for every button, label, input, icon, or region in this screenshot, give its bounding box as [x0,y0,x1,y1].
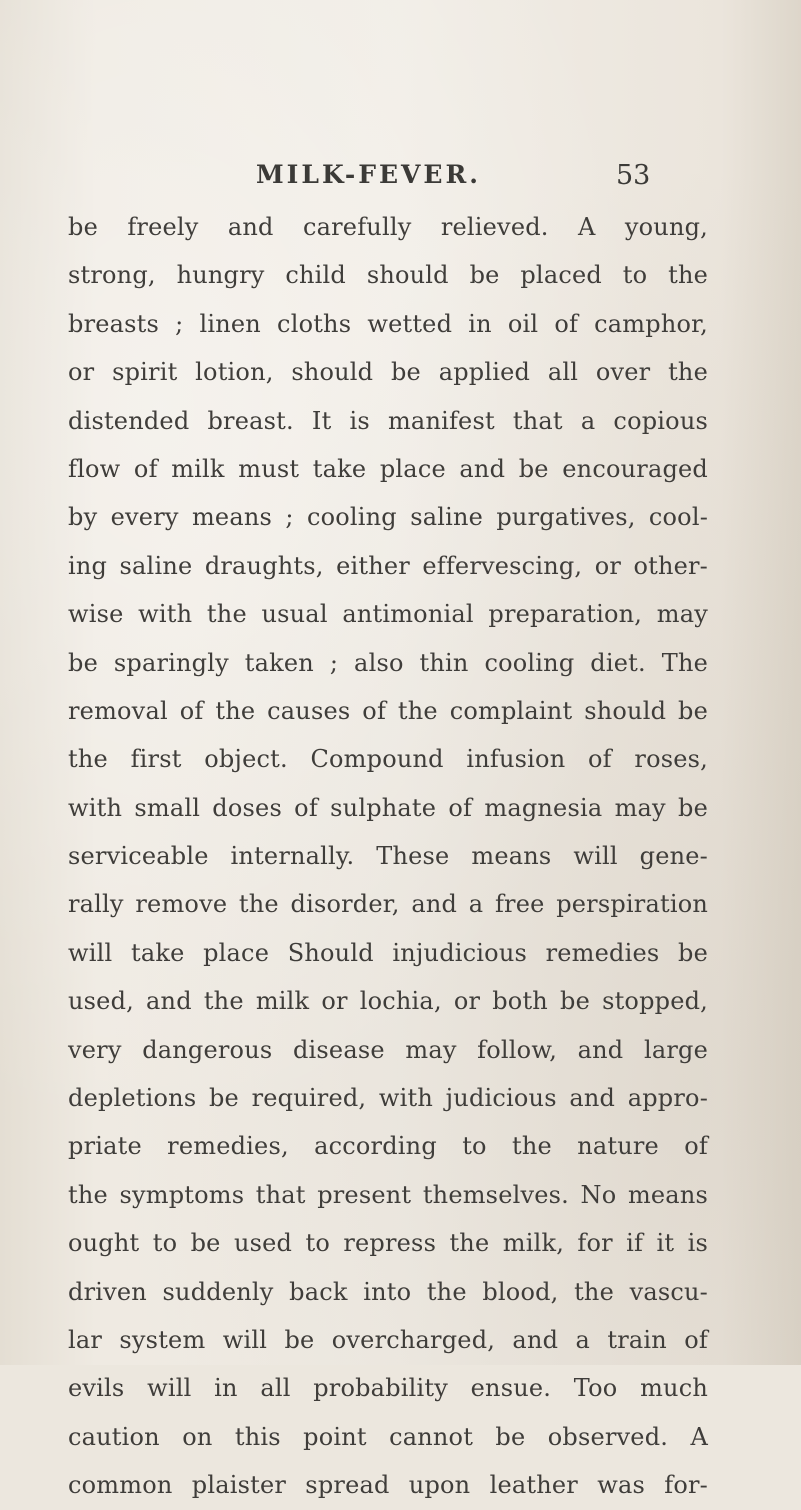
text-line: wise with the usual antimonial preparation, may [68,600,708,629]
text-line: serviceable internally. These means will gene- [68,842,708,871]
text-line: very dangerous disease may follow, and large [68,1035,708,1064]
text-line: strong, hungry child should be placed to the [68,261,708,290]
text-line: be sparingly taken ; also thin cooling diet. The [68,648,708,677]
text-line: distended breast. It is manifest that a copious [68,406,708,435]
text-line: caution on this point cannot be observed. A [68,1422,708,1451]
text-line: flow of milk must take place and be encouraged [68,454,708,483]
text-line: priate remedies, according to the nature of [68,1132,708,1161]
text-line: will take place Should injudicious remedies be [68,938,708,967]
text-line: removal of the causes of the complaint should be [68,696,708,725]
text-line: or spirit lotion, should be applied all over the [68,358,708,387]
text-line: depletions be required, with judicious and appro- [68,1084,708,1113]
text-line: by every means ; cooling saline purgatives, cool- [68,503,708,532]
text-line: common plaister spread upon leather was for- [68,1471,708,1500]
text-line: the symptoms that present themselves. No means [68,1180,708,1209]
page-number: 53 [616,160,651,191]
page-header [0,160,801,200]
text-line: evils will in all probability ensue. Too much [68,1374,708,1403]
text-line: ought to be used to repress the milk, for if it is [68,1229,708,1258]
text-line: breasts ; linen cloths wetted in oil of camphor, [68,309,708,338]
text-line: driven suddenly back into the blood, the vascu- [68,1277,708,1306]
text-line: be freely and carefully relieved. A young, [68,213,708,241]
text-line: ing saline draughts, either effervescing, or other- [68,551,708,580]
body-text [68,203,708,1510]
text-line: lar system will be overcharged, and a train of [68,1325,708,1354]
text-line: with small doses of sulphate of magnesia may be [68,793,708,822]
text-line: rally remove the disorder, and a free perspiration [68,890,708,919]
running-title: MILK-FEVER. [256,160,481,189]
text-line: the first object. Compound infusion of roses, [68,745,708,774]
text-line: used, and the milk or lochia, or both be stopped, [68,987,708,1016]
